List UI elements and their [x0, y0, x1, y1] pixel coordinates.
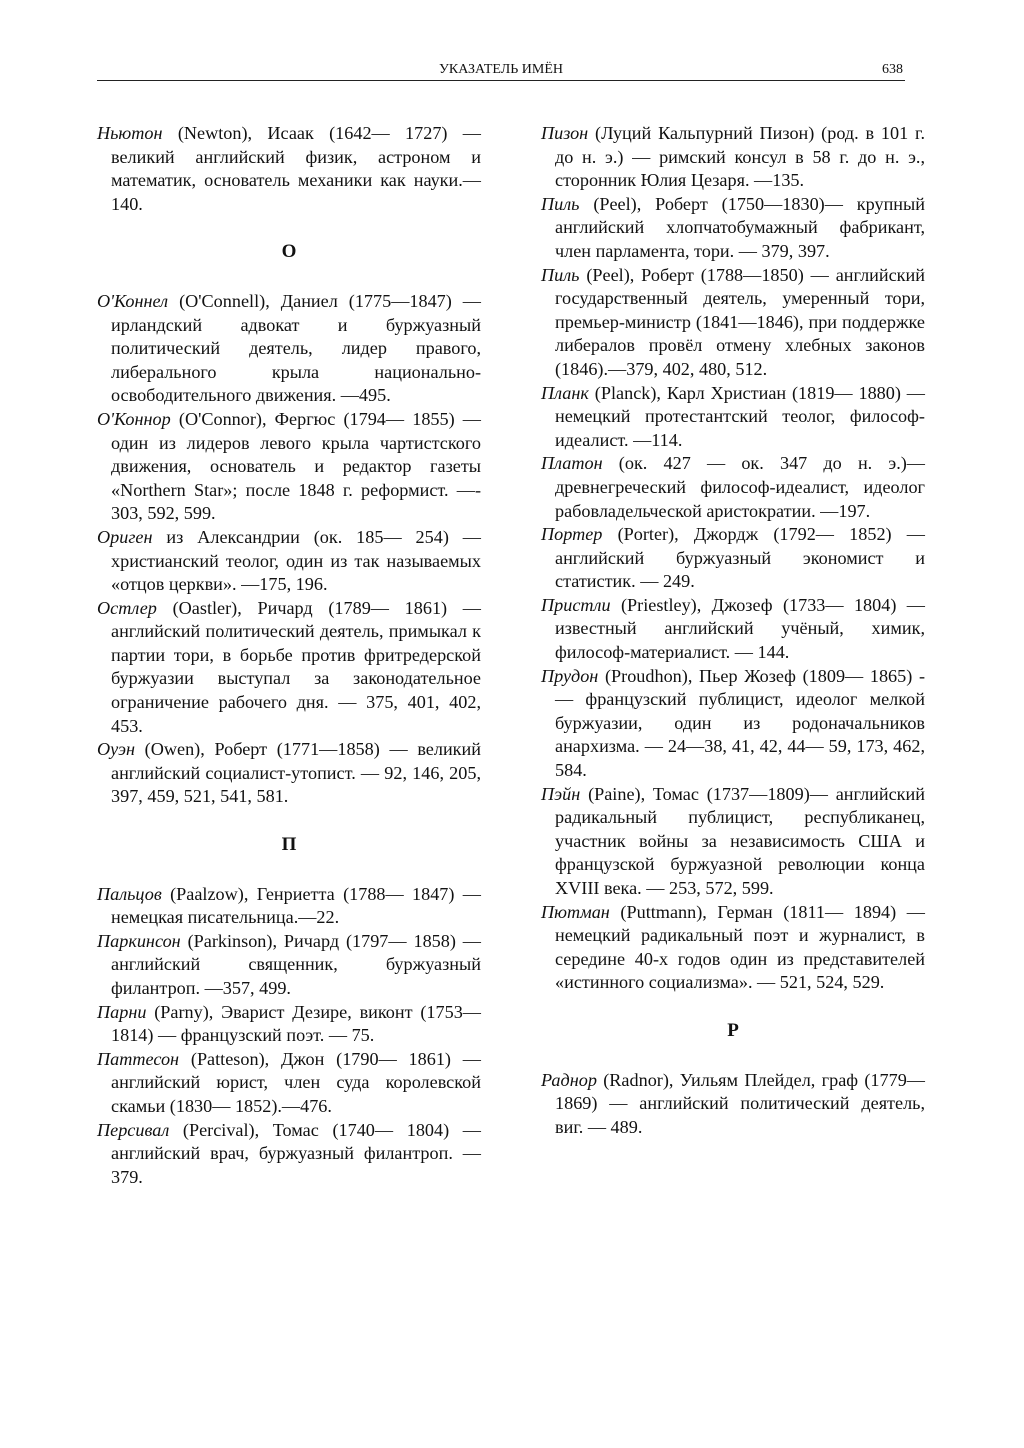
- entry-name: Паттесон: [97, 1048, 180, 1069]
- section-letter: Р: [727, 1019, 739, 1041]
- entry-name: Пютман: [541, 901, 610, 922]
- section-letter: П: [281, 834, 297, 856]
- entry-name: О'Коннел: [97, 290, 169, 311]
- index-entry: [97, 738, 481, 809]
- entry-text: (Oastler), Ричард (1789— 1861) — английский политический деятель, примыкал к партии тори, в борьбе против фритредерской буржуазии выступал за законодательное ограничение рабочего дня. — 375, 401, 402, 453.: [111, 597, 481, 736]
- entry-text: (Owen), Роберт (1771—1858) — великий английский социалист-утопист. — 92, 146, 205, 397, 459, 521, 541, 581.: [111, 739, 481, 807]
- index-entry: [541, 523, 925, 594]
- entry-name: Пиль: [541, 193, 580, 214]
- entry-text: (Radnor), Уильям Плейдел, граф (1779—1869) — английский политический деятель, виг. — 489.: [555, 1069, 925, 1137]
- entry-text: (Priestley), Джозеф (1733— 1804) — известный английский учёный, химик, философ-материалист. — 144.: [555, 594, 925, 663]
- running-header: [97, 62, 905, 81]
- index-entry: [541, 783, 925, 901]
- entry-text: (Paine), Томас (1737—1809)— английский радикальный публицист, республиканец, участник войны за независимость США и французской буржуазной революции конца XVIII века. — 253, 572, 599.: [555, 783, 925, 898]
- header-title: УКАЗАТЕЛЬ ИМЁН: [438, 62, 564, 77]
- entry-text: (Patteson), Джон (1790— 1861) — английский юрист, член суда королевской скамьи (1830— 1852).—476.: [111, 1048, 481, 1116]
- entry-name: Платон: [541, 453, 603, 474]
- index-entry: [541, 193, 925, 264]
- entry-text: (Paalzow), Генриетта (1788— 1847) — немецкая писательница.—22.: [111, 883, 481, 928]
- entry-text: (Peel), Роберт (1750—1830)— крупный английский хлопчатобумажный фабрикант, член парламента, тори. — 379, 397.: [555, 193, 925, 261]
- index-entry: [541, 901, 925, 995]
- entry-name: Парни: [97, 1001, 147, 1022]
- entry-text: (Planck), Карл Христиан (1819— 1880) — немецкий протестантский теолог, философ-идеалист. —114.: [555, 382, 925, 450]
- entry-name: Оуэн: [97, 739, 136, 760]
- index-entry: [97, 290, 481, 408]
- index-entry: [541, 1069, 925, 1140]
- entry-name: Ориген: [97, 526, 153, 547]
- entry-text: (O'Connor), Фергюс (1794— 1855) — один из лидеров левого крыла чартистского движения, основатель и редактор газеты «Northern Star»; после 1848 г. реформист. —- 303, 592, 599.: [111, 408, 481, 524]
- section-letter: О: [281, 241, 297, 263]
- index-entry: [97, 883, 481, 930]
- entry-name: О'Коннор: [97, 408, 171, 429]
- entry-text: (Percival), Томас (1740— 1804) — английский врач, буржуазный филантроп. — 379.: [111, 1119, 481, 1187]
- index-entry: [97, 526, 481, 597]
- index-entry: [97, 1119, 481, 1190]
- entry-name: Пальцов: [97, 883, 162, 904]
- index-entry: [97, 930, 481, 1001]
- entry-name: Пизон: [541, 123, 589, 143]
- index-entry: [541, 382, 925, 453]
- entry-text: (O'Connell), Даниел (1775—1847) — ирландский адвокат и буржуазный политический деятель, лидер правого, либерального крыла национально-освободительного движения. —495.: [111, 290, 481, 406]
- entry-name: Портер: [541, 524, 603, 545]
- left-column: [97, 122, 481, 1189]
- entry-name: Пристли: [541, 594, 611, 615]
- entry-text: (Parkinson), Ричард (1797— 1858) — английский священник, буржуазный филантроп. —357, 499.: [111, 930, 481, 998]
- entry-text: (Луций Кальпурний Пизон) (род. в 101 г. до н. э.) — римский консул в 58 г. до н. э., сторонник Юлия Цезаря. —135.: [555, 123, 925, 191]
- entry-name: Планк: [541, 382, 589, 403]
- entry-name: Персивал: [97, 1119, 170, 1140]
- entry-name: Прудон: [541, 665, 599, 686]
- index-entry: [97, 122, 481, 216]
- index-entry: [97, 597, 481, 739]
- entry-text: (Puttmann), Герман (1811— 1894) — немецкий радикальный поэт и журналист, в середине 40-х годов один из представителей «истинного социализма». — 521, 524, 529.: [555, 901, 925, 993]
- entry-name: Раднор: [541, 1069, 597, 1090]
- index-entry: [97, 408, 481, 526]
- entry-text: (Peel), Роберт (1788—1850) — английский государственный деятель, умеренный тори, премьер-министр (1841—1846), при поддержке либералов провёл отмену хлебных законов (1846).—379, 402, 480, 512.: [555, 264, 925, 379]
- index-entry: [541, 452, 925, 523]
- index-entry: [541, 594, 925, 665]
- page-number: 638: [882, 62, 903, 77]
- entry-name: Паркинсон: [97, 930, 181, 951]
- index-entry: [97, 1048, 481, 1119]
- entry-text: из Александрии (ок. 185— 254) — христианский теолог, один из так называемых «отцов церкви». —175, 196.: [111, 526, 481, 595]
- entry-text: (Porter), Джордж (1792— 1852) — английский буржуазный экономист и статистик. — 249.: [555, 524, 925, 592]
- index-entry: [541, 122, 925, 193]
- entry-text: (Parny), Эварист Дезире, виконт (1753—1814) — французский поэт. — 75.: [111, 1001, 481, 1046]
- index-entry: [541, 264, 925, 382]
- entry-text: (Newton), Исаак (1642— 1727) — великий английский физик, астроном и математик, основатель механики как науки.— 140.: [111, 123, 481, 214]
- entry-name: Пэйн: [541, 783, 581, 804]
- entry-text: (Proudhon), Пьер Жозеф (1809— 1865) -— французский публицист, идеолог мелкой буржуазии, один из родоначальников анархизма. — 24—38, 41, 42, 44— 59, 173, 462, 584.: [555, 665, 925, 781]
- index-entry: [541, 665, 925, 783]
- index-entry: [97, 1001, 481, 1048]
- entry-name: Остлер: [97, 597, 157, 618]
- entry-name: Пиль: [541, 264, 580, 285]
- entry-text: (ок. 427 — ок. 347 до н. э.)— древнегреческий философ-идеалист, идеолог рабовладельческой аристократии. —197.: [555, 453, 925, 521]
- entry-name: Ньютон: [97, 123, 163, 143]
- right-column: [541, 122, 925, 1139]
